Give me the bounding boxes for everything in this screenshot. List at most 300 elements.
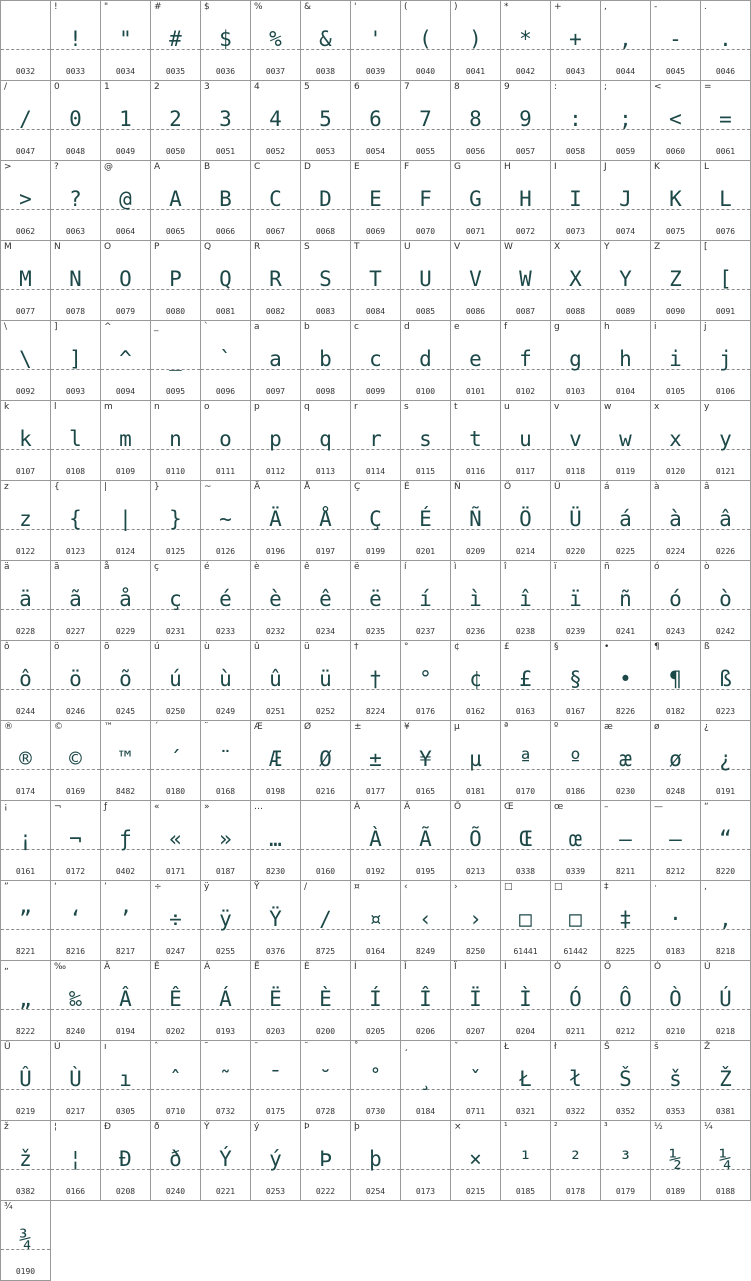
- glyph-cell-code: 0079: [115, 307, 136, 316]
- glyph-cell-char-label: Ù: [54, 1042, 61, 1052]
- glyph-sample: `: [219, 347, 232, 371]
- glyph-sample: ‚: [719, 907, 732, 931]
- glyph-cell-code: 0203: [265, 1027, 286, 1036]
- glyph-sample: ’: [119, 907, 132, 931]
- glyph-cell: [651, 1121, 701, 1201]
- glyph-sample: e: [469, 347, 482, 371]
- glyph-cell-code: 0094: [115, 387, 136, 396]
- glyph-cell: [701, 961, 751, 1041]
- glyph-sample: q: [319, 427, 332, 451]
- glyph-cell-char-label: 2: [154, 82, 160, 92]
- glyph-cell-char-label: Õ: [454, 802, 462, 812]
- glyph-cell: [651, 801, 701, 881]
- glyph-cell-code: 0040: [415, 67, 436, 76]
- glyph-cell-code: 0728: [315, 1107, 336, 1116]
- glyph-cell: [151, 401, 201, 481]
- glyph-sample: Û: [19, 1067, 32, 1091]
- glyph-cell: [1, 801, 51, 881]
- glyph-cell-code: 0188: [715, 1187, 736, 1196]
- glyph-cell-char-label: ¼: [704, 1122, 713, 1132]
- glyph-sample: _: [169, 347, 182, 371]
- glyph-cell-code: 0210: [665, 1027, 686, 1036]
- glyph-cell-char-label: Ò: [654, 962, 662, 972]
- glyph-cell-code: 0064: [115, 227, 136, 236]
- glyph-sample: .: [719, 27, 732, 51]
- glyph-cell: [251, 1121, 301, 1201]
- glyph-cell-code: 0112: [265, 467, 286, 476]
- glyph-cell: [51, 561, 101, 641]
- glyph-sample: á: [619, 507, 632, 531]
- glyph-cell-code: 8212: [665, 867, 686, 876]
- glyph-cell: [401, 81, 451, 161]
- glyph-cell-code: 0183: [665, 947, 686, 956]
- glyph-cell-char-label: Ö: [504, 482, 512, 492]
- glyph-cell-code: 0172: [65, 867, 86, 876]
- glyph-cell-char-label: ã: [54, 562, 60, 572]
- glyph-cell-code: 0189: [665, 1187, 686, 1196]
- glyph-cell-code: 0165: [415, 787, 436, 796]
- glyph-cell-char-label: ä: [4, 562, 10, 572]
- glyph-sample: ñ: [619, 587, 632, 611]
- glyph-cell-char-label: `: [204, 322, 209, 332]
- glyph-cell-code: 0227: [65, 627, 86, 636]
- glyph-cell-code: 0185: [515, 1187, 536, 1196]
- glyph-cell-char-label: ×: [454, 1122, 462, 1132]
- glyph-cell-code: 0102: [515, 387, 536, 396]
- glyph-cell-char-label: ”: [4, 882, 9, 892]
- glyph-cell-char-label: □: [504, 882, 513, 892]
- glyph-cell-code: 8225: [615, 947, 636, 956]
- glyph-cell-char-label: Ø: [304, 722, 312, 732]
- glyph-cell-code: 0099: [365, 387, 386, 396]
- glyph-sample: ±: [369, 747, 382, 771]
- glyph-cell: [351, 481, 401, 561]
- glyph-cell-code: 8240: [65, 1027, 86, 1036]
- glyph-cell: [201, 1, 251, 81]
- glyph-cell-char-label: X: [554, 242, 561, 252]
- glyph-sample: s: [419, 427, 432, 451]
- glyph-cell: [51, 641, 101, 721]
- glyph-cell-code: 0197: [315, 547, 336, 556]
- glyph-cell: [201, 1041, 251, 1121]
- glyph-cell-code: 0036: [215, 67, 236, 76]
- glyph-cell: [651, 641, 701, 721]
- glyph-cell: [1, 161, 51, 241]
- glyph-cell-code: 0056: [465, 147, 486, 156]
- glyph-sample: Ð: [119, 1147, 132, 1171]
- glyph-cell-char-label: W: [504, 242, 513, 252]
- glyph-cell: [201, 401, 251, 481]
- glyph-cell-code: 0209: [465, 547, 486, 556]
- glyph-cell-code: 0710: [165, 1107, 186, 1116]
- glyph-cell: [501, 161, 551, 241]
- glyph-cell: [401, 1121, 451, 1201]
- glyph-cell-code: 0087: [515, 307, 536, 316]
- glyph-sample: ®: [19, 747, 32, 771]
- glyph-cell: [301, 1041, 351, 1121]
- glyph-cell-char-label: Ê: [154, 962, 160, 972]
- glyph-cell-char-label: ~: [204, 482, 212, 492]
- glyph-cell-code: 8224: [365, 707, 386, 716]
- glyph-cell-char-label: s: [404, 402, 409, 412]
- glyph-cell-char-label: º: [554, 722, 559, 732]
- glyph-cell-char-label: Å: [304, 482, 311, 492]
- glyph-cell-char-label: O: [104, 242, 112, 252]
- glyph-cell-code: 0173: [415, 1187, 436, 1196]
- glyph-sample: t: [469, 427, 482, 451]
- glyph-cell-code: 0187: [215, 867, 236, 876]
- glyph-cell-char-label: ÿ: [204, 882, 210, 892]
- glyph-cell: [601, 1041, 651, 1121]
- glyph-cell-code: 0065: [165, 227, 186, 236]
- glyph-sample: ˘: [319, 1067, 332, 1091]
- glyph-cell: [451, 401, 501, 481]
- glyph-cell: [251, 801, 301, 881]
- glyph-cell: [501, 641, 551, 721]
- glyph-cell-code: 0114: [365, 467, 386, 476]
- glyph-sample: …: [269, 827, 282, 851]
- glyph-cell-char-label: ˘: [304, 1042, 309, 1052]
- glyph-cell-char-label: ê: [304, 562, 310, 572]
- glyph-cell-char-label: J: [604, 162, 607, 172]
- glyph-sample: Œ: [519, 827, 532, 851]
- glyph-cell-code: 8250: [465, 947, 486, 956]
- glyph-cell: [101, 881, 151, 961]
- glyph-cell-char-label: ∕: [304, 882, 308, 892]
- glyph-sample: S: [319, 267, 332, 291]
- glyph-sample: “: [719, 827, 732, 851]
- glyph-cell-code: 0046: [715, 67, 736, 76]
- glyph-sample: r: [369, 427, 382, 451]
- glyph-cell-code: 0184: [415, 1107, 436, 1116]
- glyph-cell-code: 0121: [715, 467, 736, 476]
- glyph-sample: š: [669, 1067, 682, 1091]
- glyph-cell-code: 0033: [65, 67, 86, 76]
- glyph-cell-char-label: N: [54, 242, 61, 252]
- glyph-cell-code: 0198: [265, 787, 286, 796]
- glyph-cell-char-label: õ: [104, 642, 110, 652]
- glyph-cell-char-label: Þ: [304, 1122, 310, 1132]
- glyph-cell: [151, 161, 201, 241]
- glyph-cell: [401, 1041, 451, 1121]
- glyph-cell: [551, 881, 601, 961]
- glyph-sample: ã: [69, 587, 82, 611]
- glyph-cell-code: 0060: [665, 147, 686, 156]
- glyph-cell-char-label: ˆ: [154, 1042, 159, 1052]
- glyph-cell-char-label: =: [704, 82, 712, 92]
- glyph-cell: [701, 321, 751, 401]
- glyph-sample: ç: [169, 587, 182, 611]
- glyph-cell: [51, 241, 101, 321]
- glyph-cell: [1, 241, 51, 321]
- glyph-sample: ×: [469, 1147, 482, 1171]
- glyph-cell-code: 0107: [15, 467, 36, 476]
- glyph-sample: Ô: [619, 987, 632, 1011]
- glyph-cell: [651, 161, 701, 241]
- glyph-cell-char-label: v: [554, 402, 560, 412]
- glyph-sample: x: [669, 427, 682, 451]
- glyph-cell: [501, 241, 551, 321]
- glyph-sample: :: [569, 107, 582, 131]
- glyph-cell-code: 0166: [65, 1187, 86, 1196]
- glyph-cell-code: 0221: [215, 1187, 236, 1196]
- glyph-cell-char-label: §: [554, 642, 559, 652]
- glyph-sample: û: [269, 667, 282, 691]
- glyph-cell-char-label: £: [504, 642, 510, 652]
- glyph-cell: [151, 961, 201, 1041]
- glyph-cell-code: 0177: [365, 787, 386, 796]
- glyph-cell: [451, 561, 501, 641]
- glyph-cell: [1, 1, 51, 81]
- glyph-sample: °: [419, 667, 432, 691]
- glyph-cell: [401, 241, 451, 321]
- glyph-cell-code: 0120: [665, 467, 686, 476]
- glyph-cell-char-label: ^: [104, 322, 112, 332]
- glyph-cell-char-label: û: [254, 642, 260, 652]
- glyph-sample: ô: [19, 667, 32, 691]
- glyph-cell: [651, 241, 701, 321]
- glyph-cell: [251, 81, 301, 161]
- glyph-cell-char-label: &: [304, 2, 312, 12]
- glyph-cell-code: 0204: [515, 1027, 536, 1036]
- glyph-cell-code: 0170: [515, 787, 536, 796]
- glyph-sample: P: [169, 267, 182, 291]
- glyph-sample: Ù: [69, 1067, 82, 1091]
- glyph-cell: [651, 561, 701, 641]
- glyph-sample: ˜: [219, 1067, 232, 1091]
- glyph-cell-char-label: ˇ: [454, 1042, 459, 1052]
- glyph-sample: ø: [669, 747, 682, 771]
- glyph-cell-char-label: Z: [654, 242, 661, 252]
- glyph-sample: ™: [119, 747, 132, 771]
- glyph-sample: {: [69, 507, 82, 531]
- glyph-cell: [551, 641, 601, 721]
- glyph-cell-code: 8218: [715, 947, 736, 956]
- glyph-cell: [151, 1121, 201, 1201]
- glyph-cell-char-label: C: [254, 162, 261, 172]
- glyph-cell-char-label: @: [104, 162, 113, 172]
- glyph-cell: [301, 1, 351, 81]
- glyph-cell: [451, 1121, 501, 1201]
- glyph-cell-code: 0100: [415, 387, 436, 396]
- glyph-cell: [351, 81, 401, 161]
- glyph-cell: [1, 1041, 51, 1121]
- glyph-cell: [151, 481, 201, 561]
- glyph-sample: ^: [119, 347, 132, 371]
- glyph-cell: [151, 881, 201, 961]
- glyph-cell-char-label: K: [654, 162, 660, 172]
- glyph-sample: l: [69, 427, 82, 451]
- glyph-cell-code: 0353: [665, 1107, 686, 1116]
- glyph-cell: [551, 481, 601, 561]
- glyph-cell-char-label: ': [354, 2, 357, 12]
- glyph-sample: W: [519, 267, 532, 291]
- glyph-cell-code: 0190: [15, 1267, 36, 1276]
- glyph-cell-char-label: ´: [154, 722, 159, 732]
- glyph-cell-code: 0098: [315, 387, 336, 396]
- glyph-sample: [301, 823, 350, 855]
- glyph-cell: [351, 641, 401, 721]
- glyph-cell-code: 0253: [265, 1187, 286, 1196]
- glyph-cell-code: 0216: [315, 787, 336, 796]
- glyph-cell-char-label: 8: [454, 82, 460, 92]
- glyph-cell-char-label: Ü: [554, 482, 561, 492]
- glyph-cell-code: 0220: [565, 547, 586, 556]
- glyph-cell-code: 0055: [415, 147, 436, 156]
- glyph-sample: ;: [619, 107, 632, 131]
- glyph-cell: [701, 401, 751, 481]
- glyph-cell: [101, 161, 151, 241]
- glyph-sample: A: [169, 187, 182, 211]
- glyph-cell-char-label: 1: [104, 82, 110, 92]
- glyph-cell-code: 0058: [565, 147, 586, 156]
- glyph-cell-char-label: ¨: [204, 722, 209, 732]
- glyph-cell: [601, 81, 651, 161]
- glyph-cell: [101, 561, 151, 641]
- glyph-cell-code: 0236: [465, 627, 486, 636]
- glyph-cell-char-label: :: [554, 82, 558, 92]
- glyph-cell-char-label: ‚: [704, 882, 707, 892]
- glyph-cell: [301, 81, 351, 161]
- glyph-sample: Ì: [519, 987, 532, 1011]
- glyph-cell: [651, 401, 701, 481]
- glyph-sample: o: [219, 427, 232, 451]
- glyph-cell-char-label: j: [704, 322, 707, 332]
- glyph-cell-code: 0106: [715, 387, 736, 396]
- glyph-cell-code: 8226: [615, 707, 636, 716]
- glyph-cell-char-label: <: [654, 82, 662, 92]
- glyph-cell: [301, 401, 351, 481]
- glyph-cell-code: 0105: [665, 387, 686, 396]
- glyph-cell-char-label: d: [404, 322, 410, 332]
- glyph-cell: [51, 961, 101, 1041]
- glyph-cell-char-label: t: [454, 402, 458, 412]
- glyph-sample: !: [69, 27, 82, 51]
- glyph-cell: [301, 961, 351, 1041]
- glyph-cell-code: 0164: [365, 947, 386, 956]
- glyph-sample: Æ: [269, 747, 282, 771]
- glyph-cell: [651, 721, 701, 801]
- glyph-cell: [551, 321, 601, 401]
- glyph-cell-code: 0250: [165, 707, 186, 716]
- glyph-sample: È: [319, 987, 332, 1011]
- glyph-cell: [551, 241, 601, 321]
- glyph-sample: ¥: [419, 747, 432, 771]
- glyph-cell: [701, 881, 751, 961]
- glyph-cell: [251, 321, 301, 401]
- glyph-sample: ·: [669, 907, 682, 931]
- glyph-cell: [51, 1121, 101, 1201]
- glyph-cell-code: 0066: [215, 227, 236, 236]
- glyph-cell-code: 0228: [15, 627, 36, 636]
- glyph-cell: [351, 801, 401, 881]
- glyph-cell-char-label: ‘: [54, 882, 57, 892]
- glyph-cell-char-label: e: [454, 322, 460, 332]
- glyph-sample: ´: [169, 747, 182, 771]
- glyph-cell: [351, 561, 401, 641]
- glyph-cell-char-label: Ð: [104, 1122, 111, 1132]
- glyph-cell-code: 0080: [165, 307, 186, 316]
- glyph-cell-char-label: ’: [104, 882, 107, 892]
- glyph-cell-code: 0225: [615, 547, 636, 556]
- glyph-cell: [601, 401, 651, 481]
- glyph-sample: B: [219, 187, 232, 211]
- glyph-cell-code: 0044: [615, 67, 636, 76]
- glyph-cell: [501, 1, 551, 81]
- glyph-sample: ]: [69, 347, 82, 371]
- glyph-sample: □: [569, 907, 582, 931]
- glyph-cell-char-label: L: [704, 162, 710, 172]
- glyph-cell-char-label: x: [654, 402, 660, 412]
- glyph-cell-code: 0069: [365, 227, 386, 236]
- glyph-cell-code: 0186: [565, 787, 586, 796]
- glyph-cell-char-label: Q: [204, 242, 212, 252]
- glyph-sample: >: [19, 187, 32, 211]
- glyph-sample: 0: [69, 107, 82, 131]
- glyph-cell-code: 0126: [215, 547, 236, 556]
- glyph-cell-code: 0168: [215, 787, 236, 796]
- glyph-cell-char-label: ™: [104, 722, 113, 732]
- glyph-cell-char-label: U: [404, 242, 411, 252]
- glyph-sample: º: [569, 747, 582, 771]
- glyph-cell-code: 0083: [315, 307, 336, 316]
- glyph-cell-code: 0103: [565, 387, 586, 396]
- glyph-cell-char-label: ¶: [654, 642, 660, 652]
- glyph-cell-char-label: ˜: [204, 1042, 209, 1052]
- glyph-sample: 3: [219, 107, 232, 131]
- glyph-cell-code: 0093: [65, 387, 86, 396]
- glyph-sample: @: [119, 187, 132, 211]
- glyph-cell-code: 0339: [565, 867, 586, 876]
- glyph-cell: [101, 961, 151, 1041]
- glyph-cell-char-label: ì: [454, 562, 457, 572]
- glyph-cell-code: 0245: [115, 707, 136, 716]
- glyph-cell: [1, 401, 51, 481]
- glyph-sample: ‡: [619, 907, 632, 931]
- glyph-cell: [301, 481, 351, 561]
- glyph-cell-code: 0182: [665, 707, 686, 716]
- glyph-cell-code: 0232: [265, 627, 286, 636]
- glyph-cell-char-label: z: [4, 482, 9, 492]
- glyph-cell-char-label: ª: [504, 722, 509, 732]
- glyph-cell-char-label: Ú: [704, 962, 711, 972]
- glyph-sample: ?: [69, 187, 82, 211]
- glyph-cell: [151, 721, 201, 801]
- glyph-sample: c: [369, 347, 382, 371]
- glyph-sample: ¸: [419, 1067, 432, 1091]
- glyph-cell-code: 0169: [65, 787, 86, 796]
- glyph-cell-char-label: °: [404, 642, 409, 652]
- glyph-sample: ý: [269, 1147, 282, 1171]
- glyph-cell-code: 0179: [615, 1187, 636, 1196]
- glyph-cell-code: 0213: [465, 867, 486, 876]
- glyph-sample: õ: [119, 667, 132, 691]
- glyph-cell: [401, 481, 451, 561]
- glyph-cell: [201, 321, 251, 401]
- glyph-sample: à: [669, 507, 682, 531]
- glyph-sample: ÿ: [219, 907, 232, 931]
- glyph-cell-code: 0174: [15, 787, 36, 796]
- glyph-cell: [401, 881, 451, 961]
- glyph-cell-char-label: ¿: [704, 722, 709, 732]
- glyph-cell: [201, 161, 251, 241]
- glyph-cell-code: 8221: [15, 947, 36, 956]
- glyph-sample: Ñ: [469, 507, 482, 531]
- glyph-cell-char-label: E: [354, 162, 360, 172]
- glyph-sample: µ: [469, 747, 482, 771]
- glyph-cell-code: 0233: [215, 627, 236, 636]
- glyph-sample: y: [719, 427, 732, 451]
